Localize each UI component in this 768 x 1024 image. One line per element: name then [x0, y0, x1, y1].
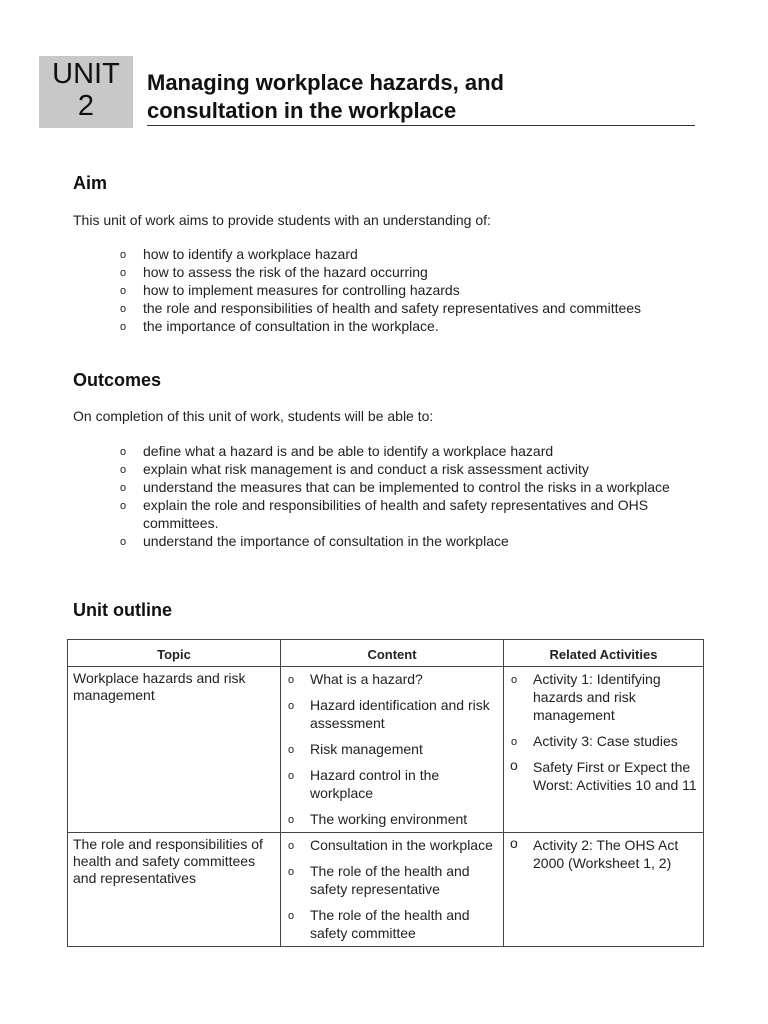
list-item: o The role of the health and safety committee: [288, 907, 470, 941]
aim-intro: This unit of work aims to provide students with an understanding of:: [73, 212, 491, 228]
column-header-content: Content: [281, 640, 504, 667]
unit-number: 2: [77, 90, 95, 122]
bullet-marker: o: [288, 700, 295, 712]
list-item: o define what a hazard is and be able to identify a workplace hazard: [120, 443, 554, 459]
activities-cell: [504, 667, 704, 833]
list-item: o Hazard control in the workplace: [288, 767, 440, 801]
topic-cell: The role and responsibilities of health and safety committees and representatives: [68, 833, 281, 947]
bullet-marker: o: [120, 267, 127, 279]
topic-cell: Workplace hazards and risk management: [68, 667, 281, 833]
list-item: o explain what risk management is and conduct a risk assessment activity: [120, 461, 589, 477]
list-item: o the role and responsibilities of health and safety representatives and committees: [120, 300, 642, 316]
aim-list: [73, 245, 703, 335]
bullet-marker: o: [120, 303, 127, 315]
list-item: o understand the measures that can be implemented to control the risks in a workplace: [120, 479, 670, 495]
table-row: [68, 833, 704, 947]
bullet-marker: o: [120, 249, 127, 261]
bullet-marker: o: [120, 500, 127, 512]
list-item: o The working environment: [288, 811, 468, 827]
unit-label: UNIT: [52, 58, 120, 90]
bullet-marker: o: [120, 464, 127, 476]
unit-number-box: [39, 56, 133, 128]
activities-cell: [504, 833, 704, 947]
bullet-marker: o: [288, 814, 295, 826]
outcomes-list: [73, 442, 703, 550]
list-item: o explain the role and responsibilities of health and safety representatives and OHS committees.: [120, 497, 649, 531]
list-item: o how to identify a workplace hazard: [120, 246, 358, 262]
list-item: o Activity 1: Identifying hazards and risk management: [511, 671, 661, 723]
bullet-marker: o: [510, 757, 518, 773]
content-cell: [281, 667, 504, 833]
bullet-marker: o: [288, 674, 295, 686]
page-title: [147, 69, 695, 126]
bullet-marker: o: [511, 736, 518, 748]
list-item: o Hazard identification and risk assessment: [288, 697, 490, 731]
aim-heading: Aim: [73, 173, 108, 193]
bullet-marker: o: [120, 482, 127, 494]
list-item: o how to assess the risk of the hazard occurring: [120, 264, 428, 280]
table-header-row: [68, 640, 704, 667]
list-item: o how to implement measures for controlling hazards: [120, 282, 460, 298]
bullet-marker: o: [288, 770, 295, 782]
title-line-2: consultation in the workplace: [147, 98, 457, 123]
list-item: o What is a hazard?: [288, 671, 423, 687]
bullet-marker: o: [288, 866, 295, 878]
bullet-marker: o: [288, 744, 295, 756]
list-item: o the importance of consultation in the workplace.: [120, 318, 439, 334]
title-line-1: Managing workplace hazards, and: [147, 70, 504, 95]
list-item: o Consultation in the workplace: [288, 837, 493, 853]
list-item: o understand the importance of consultation in the workplace: [120, 533, 509, 549]
outcomes-intro: On completion of this unit of work, students will be able to:: [73, 408, 434, 424]
content-cell: [281, 833, 504, 947]
list-item: o Safety First or Expect the Worst: Activities 10 and 11: [510, 757, 697, 793]
bullet-marker: o: [120, 536, 127, 548]
bullet-marker: o: [510, 835, 518, 851]
list-item: o Activity 2: The OHS Act 2000 (Worksheet 1, 2): [510, 835, 679, 871]
bullet-marker: o: [120, 446, 127, 458]
list-item: o Activity 3: Case studies: [511, 733, 678, 749]
outline-heading: Unit outline: [73, 600, 172, 620]
outcomes-heading: Outcomes: [73, 370, 162, 390]
bullet-marker: o: [120, 321, 127, 333]
bullet-marker: o: [511, 674, 518, 686]
column-header-activities: Related Activities: [504, 640, 704, 667]
bullet-marker: o: [288, 910, 295, 922]
column-header-topic: Topic: [68, 640, 281, 667]
list-item: o Risk management: [288, 741, 423, 757]
table-row: [68, 667, 704, 833]
bullet-marker: o: [288, 840, 295, 852]
list-item: o The role of the health and safety representative: [288, 863, 470, 897]
bullet-marker: o: [120, 285, 127, 297]
unit-outline-table: [67, 639, 704, 947]
